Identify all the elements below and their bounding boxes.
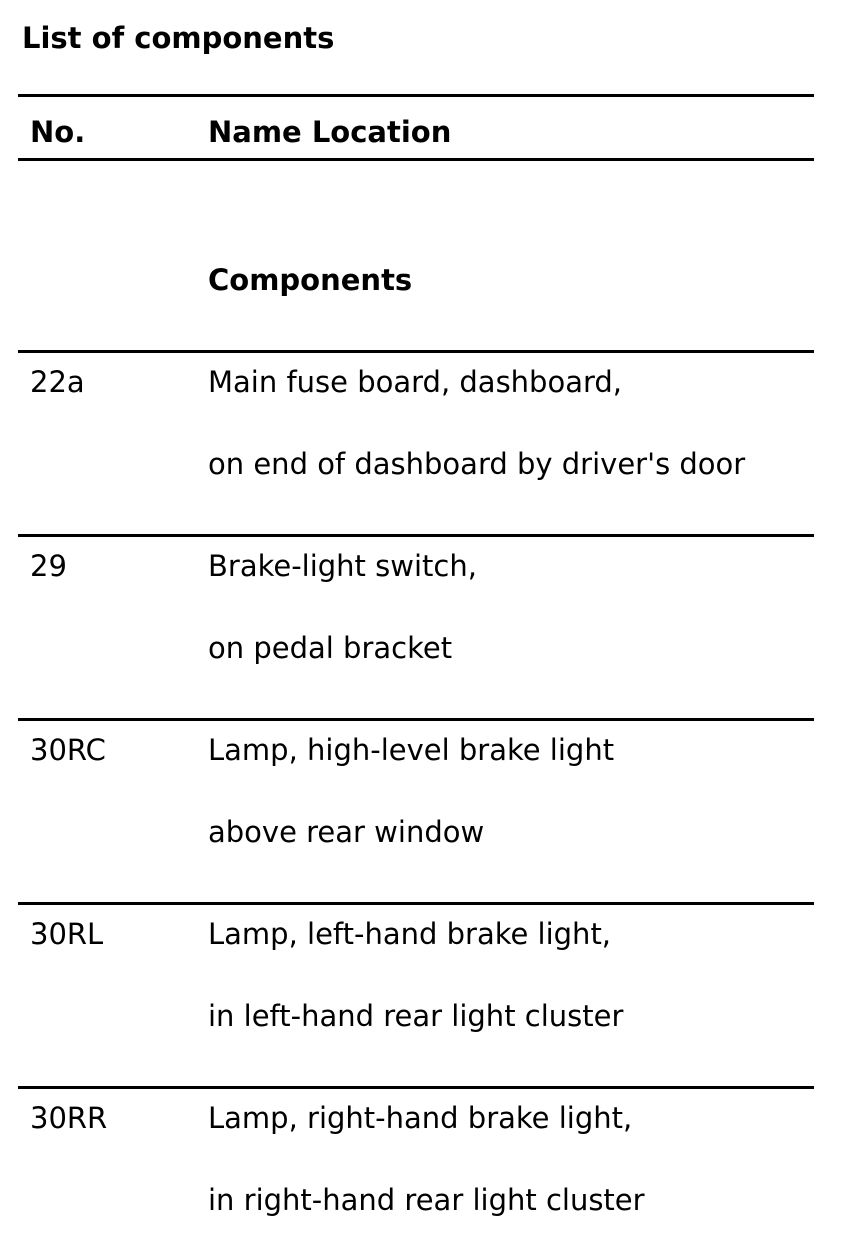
row-location: in right-hand rear light cluster — [208, 1183, 645, 1217]
page-title: List of components — [22, 21, 335, 55]
row-number: 22a — [30, 365, 85, 399]
row-separator — [18, 902, 814, 905]
row-location: on end of dashboard by driver's door — [208, 447, 746, 481]
row-separator — [18, 350, 814, 353]
row-name: Lamp, right-hand brake light, — [208, 1101, 633, 1135]
row-name: Main fuse board, dashboard, — [208, 365, 623, 399]
row-name: Lamp, high-level brake light — [208, 733, 615, 767]
row-number: 30RL — [30, 917, 104, 951]
row-location: in left-hand rear light cluster — [208, 999, 624, 1033]
table-top-rule — [18, 94, 814, 97]
section-heading: Components — [208, 263, 413, 297]
header-no: No. — [30, 115, 86, 149]
header-bottom-rule — [18, 158, 814, 161]
row-number: 30RC — [30, 733, 106, 767]
row-location: on pedal bracket — [208, 631, 453, 665]
row-separator — [18, 1086, 814, 1089]
row-name: Brake-light switch, — [208, 549, 477, 583]
row-name: Lamp, left-hand brake light, — [208, 917, 612, 951]
row-number: 30RR — [30, 1101, 108, 1135]
row-separator — [18, 718, 814, 721]
header-name-location: Name Location — [208, 115, 452, 149]
row-number: 29 — [30, 549, 67, 583]
row-location: above rear window — [208, 815, 485, 849]
row-separator — [18, 534, 814, 537]
